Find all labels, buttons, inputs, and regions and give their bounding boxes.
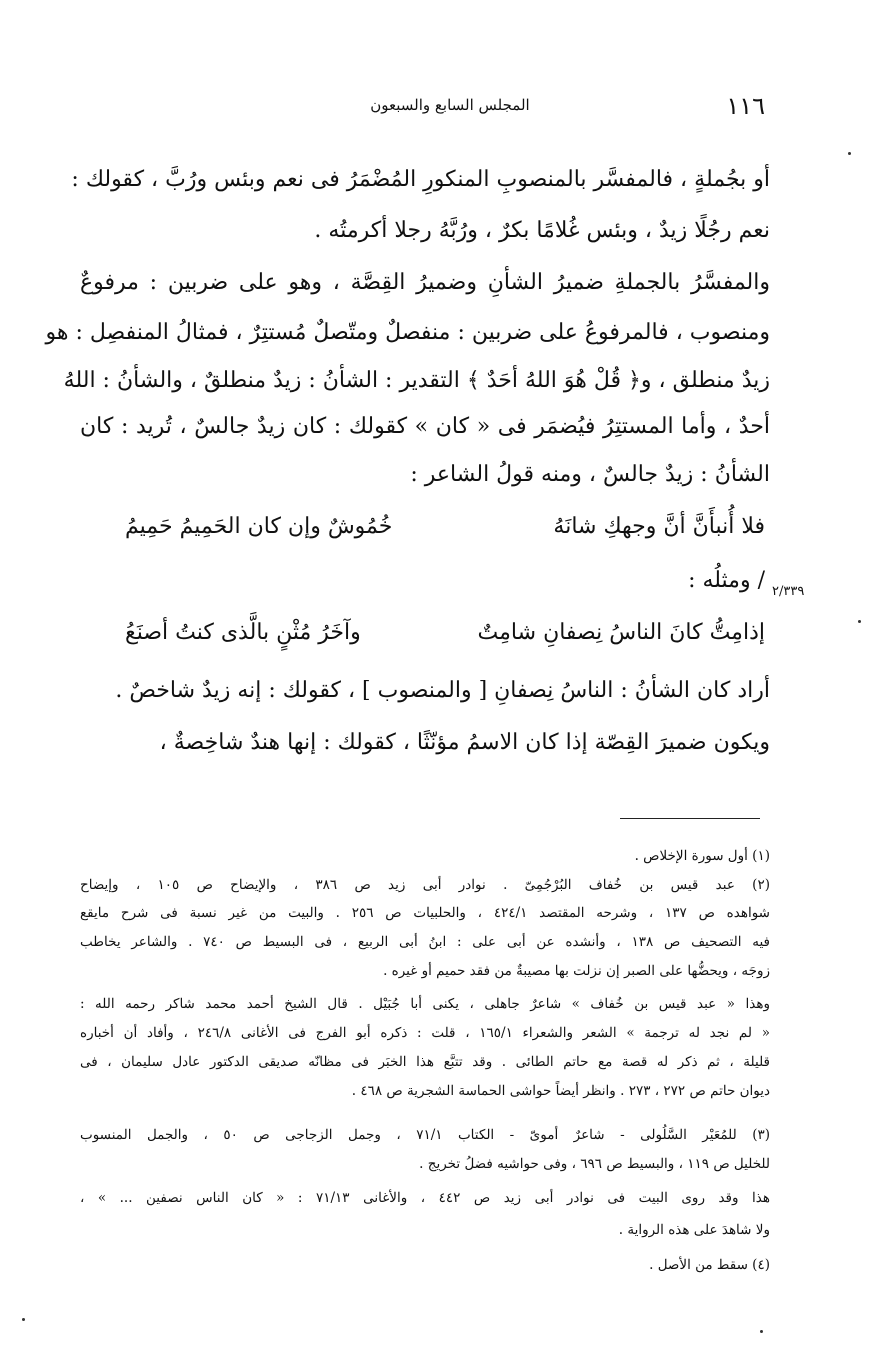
footnote-line: هذا وقد روى البيت فى نوادر أبى زيد ص ٤٤٢ ، والأغانى ٧١/١٣ : « كان الناس نصفين ... » ،	[80, 1190, 770, 1206]
mithluh-line: / ومثلُه :	[688, 568, 765, 593]
margin-note: ٢/٣٣٩	[772, 584, 805, 599]
scan-speck	[848, 152, 851, 155]
footnote-line: زوجَه ، ويحضُّها على الصبر إن نزلت بها مصيبةٌ من فقد حميم أو غيره .	[383, 963, 770, 979]
body-line: الشأنُ : زيدٌ جالسٌ ، ومنه قولُ الشاعر :	[410, 462, 770, 487]
footnote-line: ولا شاهدَ على هذه الرواية .	[618, 1222, 770, 1238]
verse-1-first-hemistich: فلا أُنبأَنَّ أنَّ وجهكِ شانَهُ	[553, 514, 765, 539]
footnote-separator	[620, 818, 760, 819]
page-number: ١١٦	[726, 92, 765, 120]
scan-speck	[858, 620, 861, 623]
body-line: والمفسَّرُ بالجملةِ ضميرُ الشأنِ وضميرُ القِصَّة ، وهو على ضربين : مرفوعٌ	[80, 270, 770, 295]
footnote-line: قليلة ، ثم ذكر له قصة مع حاتم الطائى . وقد تتبَّع هذا الخبَر فى مظانّه صديقى الدكتور عادل سليمان ، فى	[80, 1054, 770, 1070]
running-header: المجلس السابع والسبعون	[370, 96, 530, 114]
footnote-line: (٣) للمُعَيْر السَّلُولى - شاعرٌ أموىّ - الكتاب ٧١/١ ، وجمل الزجاجى ص ٥٠ ، والجمل المنسوب	[80, 1127, 771, 1143]
footnote-line: (١) أول سورة الإخلاص .	[634, 848, 770, 864]
footnote-line: وهذا « عبد قيس بن خُفاف » شاعرٌ جاهلى ، يكنى أبا جُبَيْل . قال الشيخ أحمد محمد شاكر رحمه الله :	[80, 996, 770, 1012]
footnote-line: فيه التصحيف ص ١٣٨ ، وأنشده عن أبى على : ابنُ أبى الربيع ، فى البسيط ص ٧٤٠ . والشاعر يخاطب	[80, 934, 770, 950]
body-line: نعم رجُلًا زيدٌ ، وبئس غُلامًا بكرٌ ، ورُبَّهُ رجلا أكرمتُه .	[314, 218, 770, 243]
body-line: أراد كان الشأنُ : الناسُ نِصفانِ [ والمنصوب ] ، كقولك : إنه زيدٌ شاخصٌ .	[115, 678, 770, 703]
body-line: أحدٌ ، وأما المستتِرُ فيُضمَر فى « كان » كقولك : كان زيدٌ جالسٌ ، تُريد : كان	[80, 414, 770, 439]
footnote-line: للخليل ص ١١٩ ، والبسيط ص ٦٩٦ ، وفى حواشيه فضلُ تخريج .	[419, 1156, 770, 1172]
footnote-line: (٢) عبد قيس بن خُفاف البُرْجُمِىّ . نوادر أبى زيد ص ٣٨٦ ، والإيضاح ص ١٠٥ ، وإيضاح	[80, 877, 770, 893]
footnote-line: (٤) سقط من الأصل .	[649, 1257, 770, 1273]
footnote-line: « لم نجد له ترجمة » الشعر والشعراء ١٦٥/١ ، قلت : ذكره أبو الفرج فى الأغانى ٢٤٦/٨ ، وأفاد أن أخباره	[80, 1025, 770, 1041]
body-line: أو بجُملةٍ ، فالمفسَّر بالمنصوبِ المنكورِ المُضْمَرُ فى نعم وبئس ورُبَّ ، كقولك :	[71, 167, 770, 192]
body-line: ومنصوب ، فالمرفوعُ على ضربين : منفصلٌ ومتّصلٌ مُستتِرٌ ، فمثالُ المنفصِل : هو	[45, 320, 770, 345]
body-line: زيدٌ منطلق ، و﴿ قُلْ هُوَ اللهُ أحَدٌ ﴾ التقدير : الشأنُ : زيدٌ منطلقٌ ، والشأنُ : اللهُ	[63, 368, 770, 393]
footnote-line: ديوان حاتم ص ٢٧٢ ، ٢٧٣ . وانظر أيضاً حواشى الحماسة الشجرية ص ٤٦٨ .	[351, 1083, 770, 1099]
footnote-line: شواهده ص ١٣٧ ، وشرحه المقتصد ٤٢٤/١ ، والحلبيات ص ٢٥٦ . والبيت من غير نسبة فى شرح مايقع	[80, 905, 770, 921]
scan-speck	[22, 1318, 25, 1321]
verse-1-second-hemistich: خُمُوشٌ وإن كان الحَمِيمُ حَمِيمُ	[125, 514, 393, 539]
verse-2-second-hemistich: وآخَرُ مُثْنٍ بالَّذى كنتُ أصنَعُ	[125, 620, 361, 645]
body-line: ويكون ضميرَ القِصّة إذا كان الاسمُ مؤنّثًا ، كقولك : إنها هندٌ شاخِصةٌ ،	[159, 730, 770, 755]
scan-speck	[760, 1330, 763, 1333]
verse-2-first-hemistich: إذامِتُّ كانَ الناسُ نِصفانِ شامِتٌ	[477, 620, 765, 645]
